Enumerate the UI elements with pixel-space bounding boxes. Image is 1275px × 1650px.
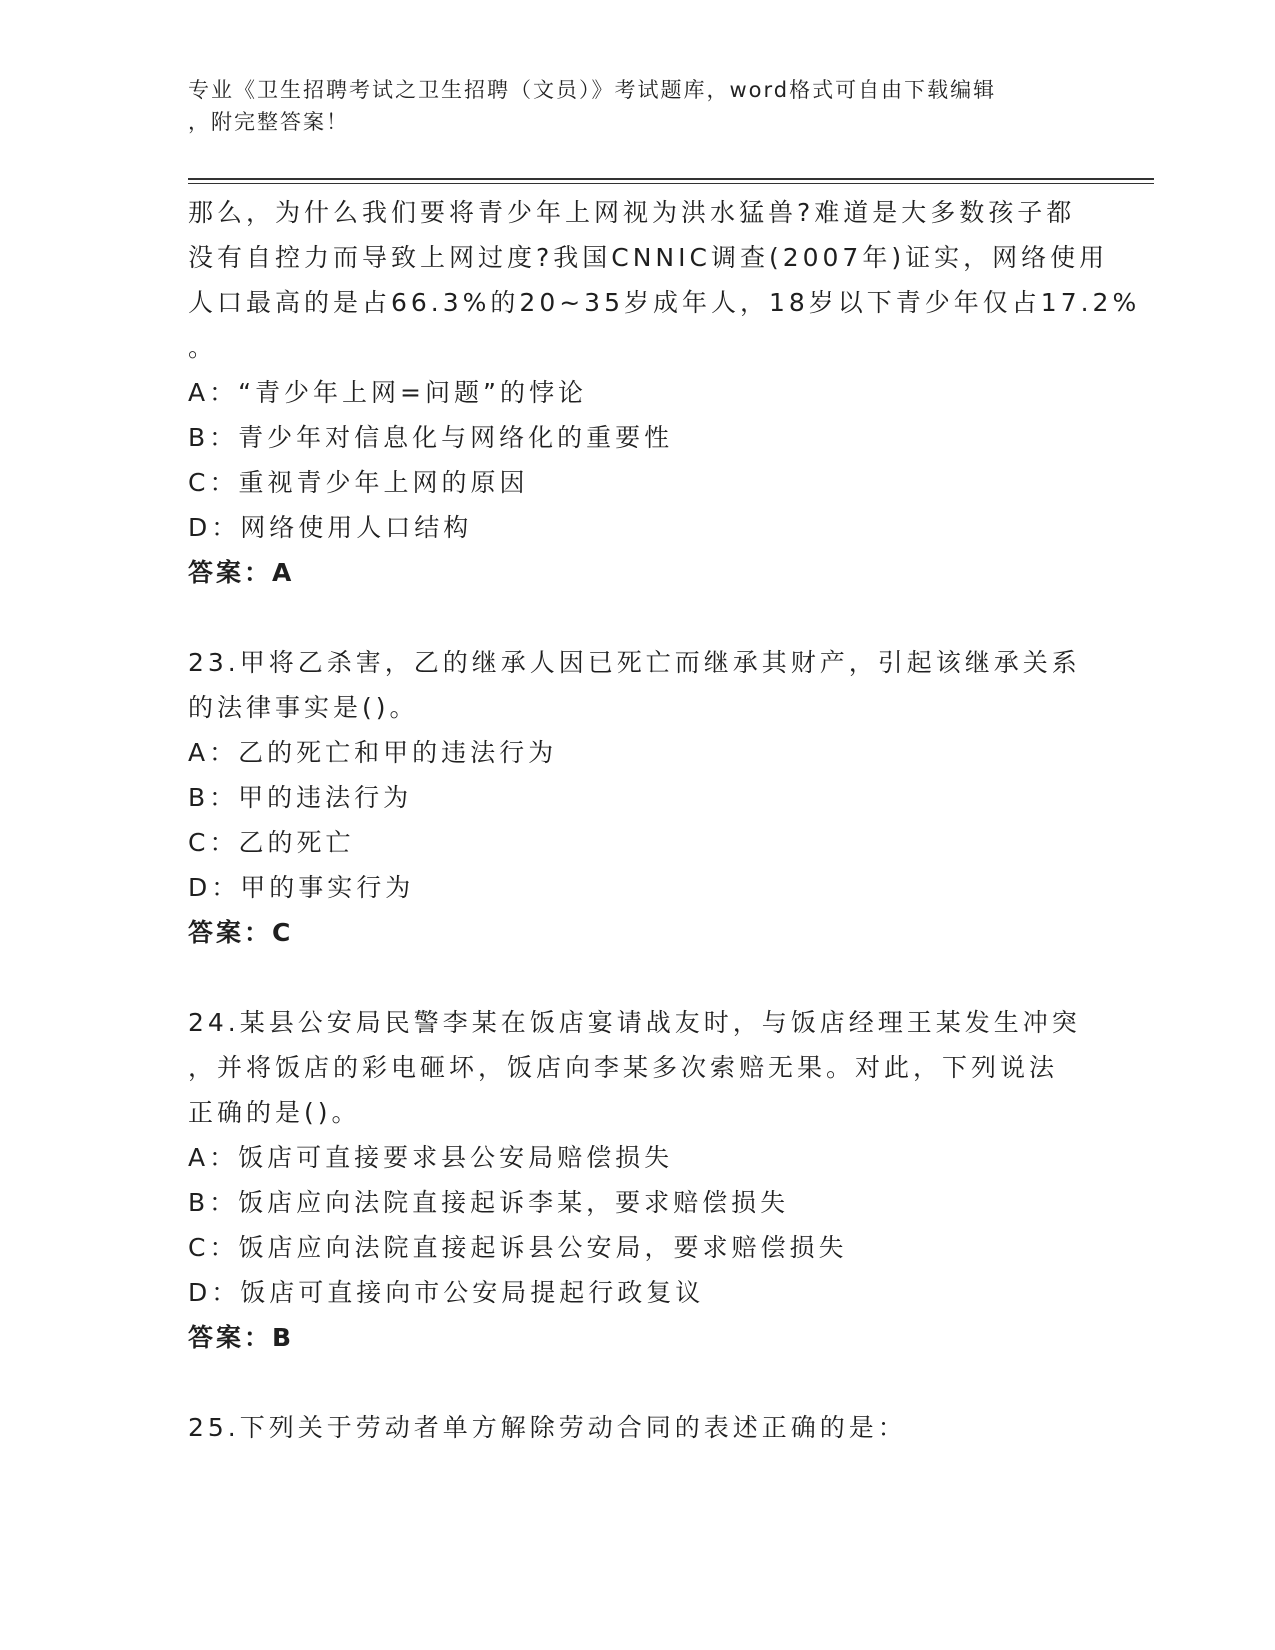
question-stem-line: ，并将饭店的彩电砸坏，饭店向李某多次索赔无果。对此，下列说法 <box>188 1053 1059 1082</box>
question-22 <box>188 190 1141 595</box>
question-stem-line: 没有自控力而导致上网过度?我国CNNIC调查(2007年)证实，网络使用 <box>188 243 1109 272</box>
answer-line: 答案：B <box>188 1323 295 1352</box>
header-line-1: 专业《卫生招聘考试之卫生招聘（文员）》考试题库，word格式可自由下载编辑 <box>188 78 997 102</box>
option-d: D：饭店可直接向市公安局提起行政复议 <box>188 1278 705 1307</box>
document-header <box>188 74 1088 138</box>
option-a: A：乙的死亡和甲的违法行为 <box>188 738 558 767</box>
question-stem-line: 人口最高的是占66.3%的20~35岁成年人，18岁以下青少年仅占17.2% <box>188 288 1141 317</box>
answer-line: 答案：A <box>188 558 295 587</box>
header-rule-top <box>188 178 1154 180</box>
question-stem-line: 正确的是()。 <box>188 1098 361 1127</box>
option-b: B：饭店应向法院直接起诉李某，要求赔偿损失 <box>188 1188 790 1217</box>
question-23 <box>188 640 1088 955</box>
option-c: C：乙的死亡 <box>188 828 355 857</box>
question-stem-line: 。 <box>188 333 218 362</box>
answer-line: 答案：C <box>188 918 294 947</box>
question-stem-line: 的法律事实是()。 <box>188 693 419 722</box>
option-b: B：青少年对信息化与网络化的重要性 <box>188 423 674 452</box>
header-rule-bottom <box>188 183 1154 184</box>
question-stem-line: 24.某县公安局民警李某在饭店宴请战友时，与饭店经理王某发生冲突 <box>188 1008 1081 1037</box>
question-25 <box>188 1405 1088 1450</box>
spacer <box>188 1360 1088 1405</box>
question-24 <box>188 1000 1088 1360</box>
option-d: D：甲的事实行为 <box>188 873 415 902</box>
question-stem-line: 23.甲将乙杀害，乙的继承人因已死亡而继承其财产，引起该继承关系 <box>188 648 1081 677</box>
option-d: D：网络使用人口结构 <box>188 513 473 542</box>
spacer <box>188 955 1088 1000</box>
spacer <box>188 595 1088 640</box>
question-stem-line: 25.下列关于劳动者单方解除劳动合同的表述正确的是： <box>188 1413 907 1442</box>
option-a: A：“青少年上网=问题”的悖论 <box>188 378 587 407</box>
document-body <box>188 190 1141 1450</box>
option-b: B：甲的违法行为 <box>188 783 413 812</box>
option-a: A：饭店可直接要求县公安局赔偿损失 <box>188 1143 674 1172</box>
header-line-2: ，附完整答案！ <box>188 110 349 134</box>
question-stem-line: 那么，为什么我们要将青少年上网视为洪水猛兽?难道是大多数孩子都 <box>188 198 1076 227</box>
option-c: C：饭店应向法院直接起诉县公安局，要求赔偿损失 <box>188 1233 848 1262</box>
option-c: C：重视青少年上网的原因 <box>188 468 529 497</box>
